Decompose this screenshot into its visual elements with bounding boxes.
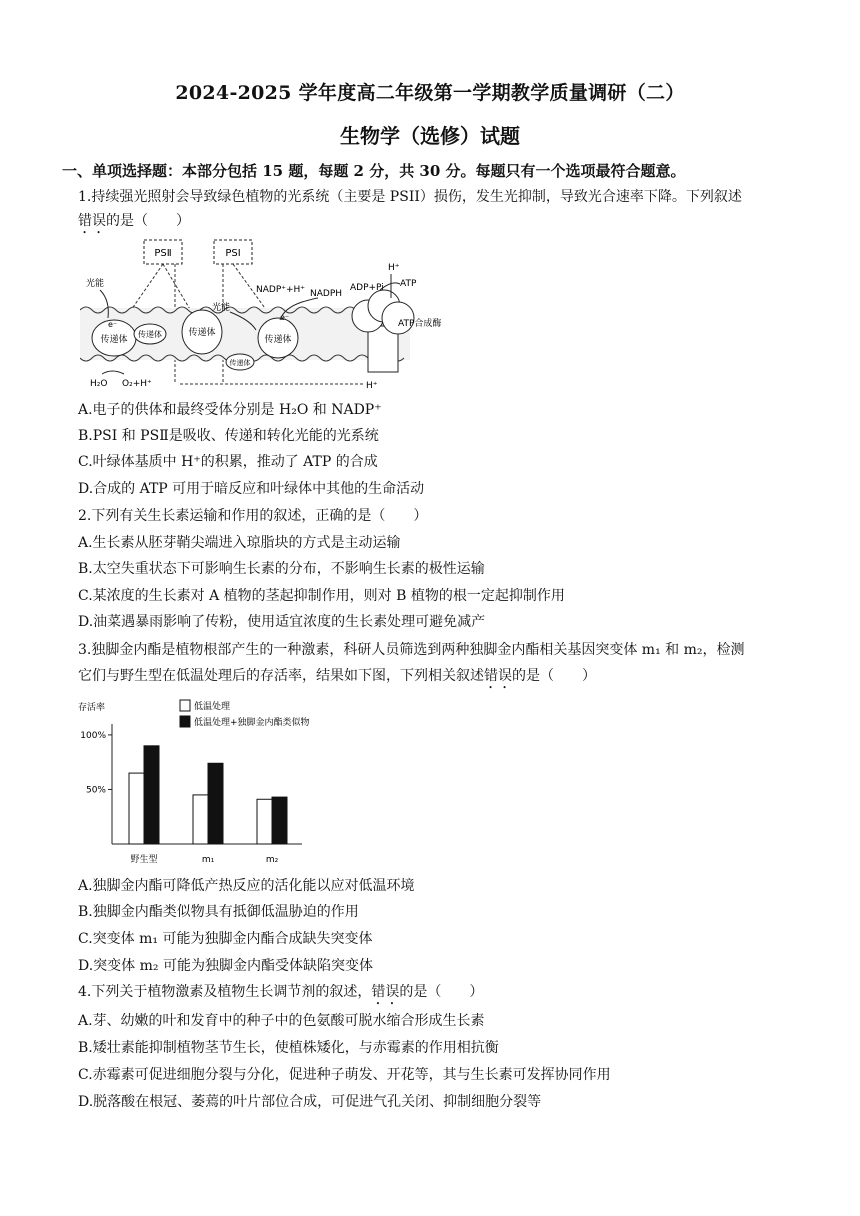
x-tick-label: 野生型 bbox=[130, 855, 158, 865]
atp-label: ATP bbox=[400, 279, 417, 289]
q1-emphasis: 错误 bbox=[78, 213, 106, 229]
light-label-1: 光能 bbox=[86, 279, 105, 289]
photosynthesis-diagram bbox=[80, 234, 640, 394]
q1-option-c: C.叶绿体基质中 H⁺的积累，推动了 ATP 的合成 bbox=[78, 454, 378, 470]
hplus-bottom-label: H⁺ bbox=[366, 381, 378, 391]
svg-text:传递体: 传递体 bbox=[100, 335, 128, 345]
atp-synthase-label: ATP合成酶 bbox=[398, 319, 442, 329]
q4-option-b: B.矮壮素能抑制植物茎节生长，使植株矮化，与赤霉素的作用相抗衡 bbox=[78, 1040, 499, 1056]
q3-option-a: A.独脚金内酯可降低产热反应的活化能以应对低温环境 bbox=[78, 878, 415, 894]
exam-subtitle: 生物学（选修）试题 bbox=[340, 124, 520, 148]
legend-label: 低温处理 bbox=[194, 702, 231, 712]
q3-option-b: B.独脚金内酯类似物具有抵御低温胁迫的作用 bbox=[78, 904, 359, 920]
q3-option-c: C.突变体 m₁ 可能为独脚金内酯合成缺失突变体 bbox=[78, 931, 373, 947]
chart-ylabel: 存活率 bbox=[78, 703, 106, 713]
q4-option-a: A.芽、幼嫩的叶和发育中的种子中的色氨酸可脱水缩合形成生长素 bbox=[78, 1013, 485, 1029]
x-tick-label: m₁ bbox=[201, 855, 215, 865]
q1-stem-line1: 1.持续强光照射会导致绿色植物的光系统（主要是 PSII）损伤，发生光抑制，导致光合速率下降。下列叙述 bbox=[78, 189, 742, 205]
q1-option-d: D.合成的 ATP 可用于暗反应和叶绿体中其他的生命活动 bbox=[78, 481, 425, 497]
section-heading: 一、单项选择题：本部分包括 15 题，每题 2 分，共 30 分。每题只有一个选项最符合题意。 bbox=[62, 162, 686, 180]
q2-option-d: D.油菜遇暴雨影响了传粉，使用适宜浓度的生长素处理可避免减产 bbox=[78, 614, 486, 630]
q2-stem: 2.下列有关生长素运输和作用的叙述，正确的是（ ） bbox=[78, 508, 428, 524]
svg-text:传递体: 传递体 bbox=[264, 335, 292, 345]
q3-stem-line2: 它们与野生型在低温处理后的存活率，结果如下图，下列相关叙述错误的是（ ） bbox=[78, 668, 596, 684]
psI-label: PSⅠ bbox=[225, 248, 241, 259]
q2-option-a: A.生长素从胚芽鞘尖端进入琼脂块的方式是主动运输 bbox=[78, 535, 401, 551]
adp-label: ADP+Pi bbox=[350, 283, 384, 293]
q4-option-c: C.赤霉素可促进细胞分裂与分化，促进种子萌发、开花等，其与生长素可发挥协同作用 bbox=[78, 1067, 611, 1083]
bar-cold-analog-0 bbox=[144, 746, 159, 844]
exam-title: 2024-2025 学年度高二年级第一学期教学质量调研（二） bbox=[175, 82, 685, 104]
q4-emphasis: 错误 bbox=[371, 984, 400, 1000]
bar-cold-1 bbox=[193, 795, 208, 844]
light-label-2: 光能 bbox=[212, 303, 231, 313]
bar-cold-analog-1 bbox=[208, 763, 223, 844]
bar-cold-analog-2 bbox=[272, 797, 287, 844]
o2-label: O₂+H⁺ bbox=[122, 379, 152, 389]
y-tick-label: 50% bbox=[85, 785, 106, 796]
legend-swatch bbox=[180, 700, 190, 711]
q3-emphasis: 错误 bbox=[484, 668, 512, 684]
q4-option-d: D.脱落酸在根冠、萎蔫的叶片部位合成，可促进气孔关闭、抑制细胞分裂等 bbox=[78, 1094, 542, 1110]
q3-stem-line1: 3.独脚金内酯是植物根部产生的一种激素，科研人员筛选到两种独脚金内酯相关基因突变体 m₁ 和 m₂，检测 bbox=[78, 642, 745, 658]
q1-stem-line2: 错误的是（ ） bbox=[78, 213, 190, 229]
q1-option-b: B.PSI 和 PSⅡ是吸收、传递和转化光能的光系统 bbox=[78, 428, 379, 444]
nadp-label: NADP⁺+H⁺ bbox=[256, 285, 306, 295]
survival-rate-bar-chart bbox=[76, 694, 376, 874]
svg-text:e⁻: e⁻ bbox=[280, 313, 290, 322]
bar-cold-2 bbox=[257, 799, 272, 844]
q2-option-c: C.某浓度的生长素对 A 植物的茎起抑制作用，则对 B 植物的根一定起抑制作用 bbox=[78, 588, 565, 604]
h2o-label: H₂O bbox=[90, 379, 108, 389]
chart-legend bbox=[180, 700, 310, 728]
svg-text:传递体: 传递体 bbox=[138, 330, 162, 339]
svg-text:e⁻: e⁻ bbox=[108, 320, 118, 329]
svg-text:传递体: 传递体 bbox=[229, 359, 251, 367]
svg-text:传递体: 传递体 bbox=[188, 328, 216, 338]
hplus-top-label: H⁺ bbox=[388, 263, 400, 273]
q4-stem: 4.下列关于植物激素及植物生长调节剂的叙述，错误的是（ ） bbox=[78, 984, 484, 1000]
y-tick-label: 100% bbox=[80, 730, 106, 741]
legend-label: 低温处理+独脚金内酯类似物 bbox=[194, 718, 310, 728]
q2-option-b: B.太空失重状态下可影响生长素的分布，不影响生长素的极性运输 bbox=[78, 561, 485, 577]
legend-swatch bbox=[180, 716, 190, 727]
q3-option-d: D.突变体 m₂ 可能为独脚金内酯受体缺陷突变体 bbox=[78, 958, 373, 974]
x-tick-label: m₂ bbox=[265, 855, 279, 865]
q1-option-a: A.电子的供体和最终受体分别是 H₂O 和 NADP⁺ bbox=[78, 402, 382, 418]
psII-label: PSⅡ bbox=[154, 248, 172, 259]
bar-cold-0 bbox=[129, 773, 144, 844]
nadph-label: NADPH bbox=[310, 289, 343, 299]
